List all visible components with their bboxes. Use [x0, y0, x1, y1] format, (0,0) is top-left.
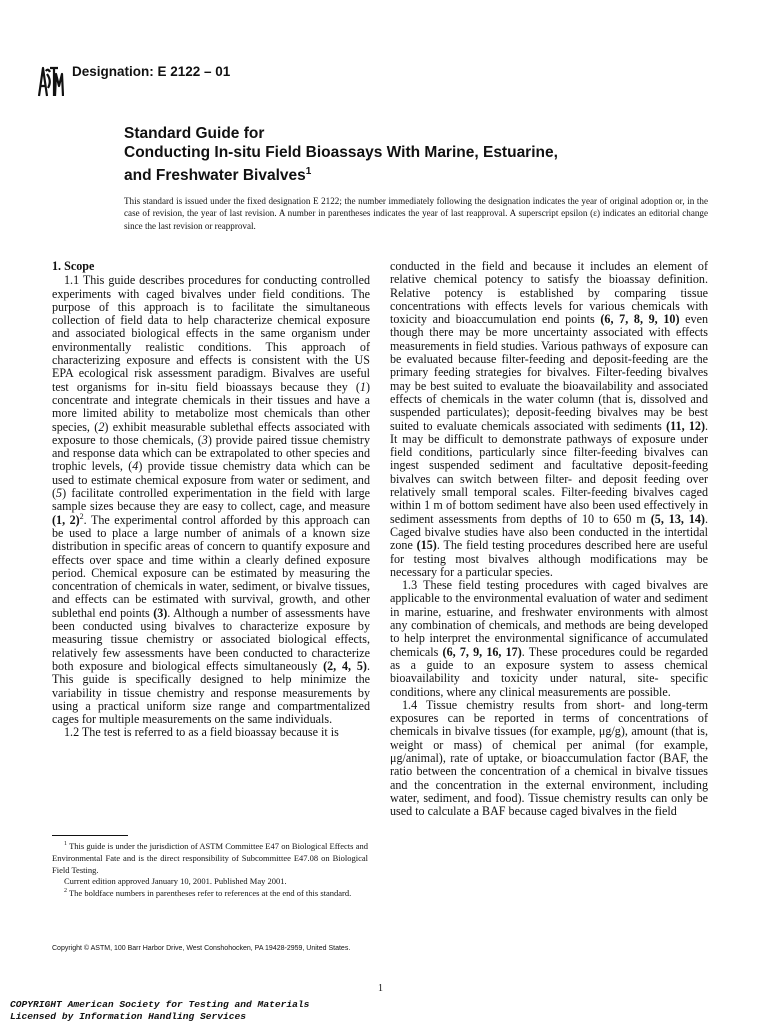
- text-run: . This guide is specifically designed to help minimize the variability in tissue chemistry and response measurements by using a practical uniform size range and compartmentalized cages for multiple measurements on the same individuals.: [52, 658, 370, 727]
- text-run: even though there may be more uncertainty associated with effects measurements in field studies. Various pathways of exposure can be evaluated because filter-feeding and deposit-feeding are the primary feeding strategies for bivalves. Filter-feeding bivalves may be best suited to evaluate the bioavailability and associated effects of chemicals in the water column (that is, dissolved and suspended particulates); deposit-feeding bivalves may be best suited to evaluate chemicals associated with sediments: [390, 312, 708, 433]
- document-title: [124, 124, 558, 185]
- license-banner-line-1: COPYRIGHT American Society for Testing and Materials: [10, 999, 310, 1010]
- text-run: . Although a number of assessments have been conducted using bivalves to characterize exposure by measuring tissue chemistry or associated biological effects, relatively few assessments have been conducted to characterize both exposure and biological effects simultaneously: [52, 605, 370, 673]
- page-number: 1: [378, 983, 383, 994]
- title-line-2: Conducting In-situ Field Bioassays With Marine, Estuarine,: [124, 144, 558, 161]
- text-run: . The field testing procedures described here are useful for testing most bivalves although modifications may be necessary for a particular species.: [390, 538, 708, 579]
- text-run: ) concentrate and integrate chemicals in their tissues and have a more limited ability to metabolize most chemicals than other species, (: [52, 379, 370, 434]
- text-run: . These procedures could be regarded as a guide to an exposure system to assess chemical bioavailability and toxicity under natural, site- specific conditions, where any clinical measurements are possible.: [390, 644, 709, 699]
- designation: Designation: E 2122 – 01: [72, 64, 231, 79]
- text-run: ) exhibit measurable sublethal effects associated with exposure to those chemicals, (: [52, 419, 370, 447]
- reference-citation: (3): [153, 605, 168, 620]
- footnote-mark: 2: [79, 511, 84, 521]
- right-column: [390, 260, 708, 818]
- license-banner-line-2: Licensed by Information Handling Services: [10, 1010, 247, 1022]
- text-run: conducted in the field and because it includes an element of relative chemical potency to satisfy the bioassay definition. Relative potency is established by comparing tissue concentrations with effects levels for various chemicals with toxicity and bioaccumulation end points: [390, 259, 708, 327]
- reference-citation: (2, 4, 5): [323, 658, 367, 673]
- footnote-divider: [52, 835, 128, 836]
- title-line-3: [124, 162, 558, 185]
- text-run: ) facilitate controlled experimentation in the field with large sample sizes because they are easy to collect, cage, and measure: [52, 486, 370, 514]
- paragraph-1-1: [52, 274, 370, 726]
- footnote-1-edition: Current edition approved January 10, 2001. Published May 2001.: [64, 876, 287, 887]
- text-run: . Caged bivalve studies have also been conducted in the intertidal zone: [390, 511, 708, 553]
- list-marker: 1: [359, 379, 366, 394]
- list-marker: 5: [56, 486, 63, 501]
- paragraph-1-2-continued: [390, 260, 708, 579]
- license-banner: [10, 999, 309, 1022]
- footnote-2: [52, 888, 368, 900]
- astm-logo-icon: [36, 64, 64, 98]
- text-run: . It may be difficult to demonstrate pathways of exposure under field conditions, particularly since filter-feeding bivalves can ingest suspended sediment and facultative deposit-feeding bivalves can switch between filter- and deposit feeding over relatively small temporal scales. Filter-feeding bivalves caged within 1 m of bottom sediment have also been used effectively in sediment assessments from depths of 10 to 650 m: [390, 418, 709, 526]
- text-run: 1.1 This guide describes procedures for conducting controlled experiments with caged bivalves under field conditions. The purpose of this approach is to facilitate the simultaneous collection of field data to help characterize chemical exposure and associated biological effects in the same organism under environmentally realistic conditions. This approach of characterizing exposure and effects is consistent with the US EPA ecological risk assessment paradigm. Bivalves are useful test organisms for in-situ field bioassays because they (: [52, 273, 370, 394]
- title-line-3-text: and Freshwater Bivalves: [124, 167, 306, 185]
- text-run: 1.3 These field testing procedures with caged bivalves are applicable to the environmental evaluation of water and sediment in marine, estuarine, and freshwater environments with almost any combination of chemicals, and methods are being developed to help interpret the environmental significance of accumulated chemicals: [390, 578, 708, 659]
- footnote-text: The boldface numbers in parentheses refer to references at the end of this standard.: [68, 888, 352, 899]
- footnotes: [52, 841, 368, 900]
- copyright-line: Copyright © ASTM, 100 Barr Harbor Drive, West Conshohocken, PA 19428-2959, United States.: [52, 945, 351, 952]
- reference-citation: (11, 12): [666, 418, 705, 433]
- list-marker: 4: [132, 459, 139, 474]
- title-line-1: Standard Guide for: [124, 125, 265, 142]
- section-heading-scope: 1. Scope: [52, 259, 95, 273]
- paragraph-1-2-start: 1.2 The test is referred to as a field bioassay because it is: [64, 725, 339, 740]
- footnote-mark: 1: [64, 841, 67, 848]
- text-run: ) provide paired tissue chemistry and response data which can be extrapolated to other species and trophic levels, (: [52, 432, 370, 474]
- left-column: [52, 260, 370, 740]
- paragraph-1-3: [390, 579, 708, 699]
- reference-citation: (1, 2): [52, 512, 80, 527]
- text-run: ) provide tissue chemistry data which can be used to estimate chemical exposure from water or sediment, and (: [52, 459, 370, 501]
- footnote-text: This guide is under the jurisdiction of ASTM Committee E47 on Biological Effects and Environmental Fate and is the direct responsibility of Subcommittee E47.08 on Biological Field Testing.: [52, 841, 368, 875]
- reference-citation: (5, 13, 14): [650, 511, 705, 526]
- footnote-mark: 2: [64, 888, 67, 895]
- reference-citation: (15): [416, 538, 437, 553]
- list-marker: 2: [98, 419, 105, 434]
- reference-citation: (6, 7, 8, 9, 10): [600, 312, 680, 327]
- title-footnote-mark: 1: [305, 166, 312, 177]
- text-run: . The experimental control afforded by this approach can be used to place a large number of animals of a known size distribution in specific areas of concern to quantify exposure and effects over space and time within a clearly defined exposure period. Chemical exposure can be estimated by measuring the concentration of chemicals in water, sediment, or bivalve tissues, and effects can be estimated with survival, growth, and other sublethal end points: [52, 512, 370, 620]
- footnote-1: [52, 841, 368, 876]
- reference-citation: (6, 7, 9, 16, 17): [442, 644, 522, 659]
- list-marker: 3: [201, 432, 208, 447]
- paragraph-1-4: 1.4 Tissue chemistry results from short- and long-term exposures can be reported in terms of concentrations of chemicals in bivalve tissues (for example, μg/g), amount (that is, weight or mass) of chemical per animal (for example, μg/animal), rate of uptake, or bioaccumulation factor (BAF, the ratio between the concentration of a chemical in bivalve tissues and the concentration in the external environment, including water, sediment, and food). Tissue chemistry results can only be used to calculate a BAF because caged bivalves in the field: [390, 697, 708, 819]
- issuance-notice: This standard is issued under the fixed designation E 2122; the number immediately following the designation indicates the year of original adoption or, in the case of revision, the year of last revision. A number in parentheses indicates the year of last reapproval. A superscript epsilon (ε) indicates an editorial change since the last revision or reapproval.: [124, 196, 708, 231]
